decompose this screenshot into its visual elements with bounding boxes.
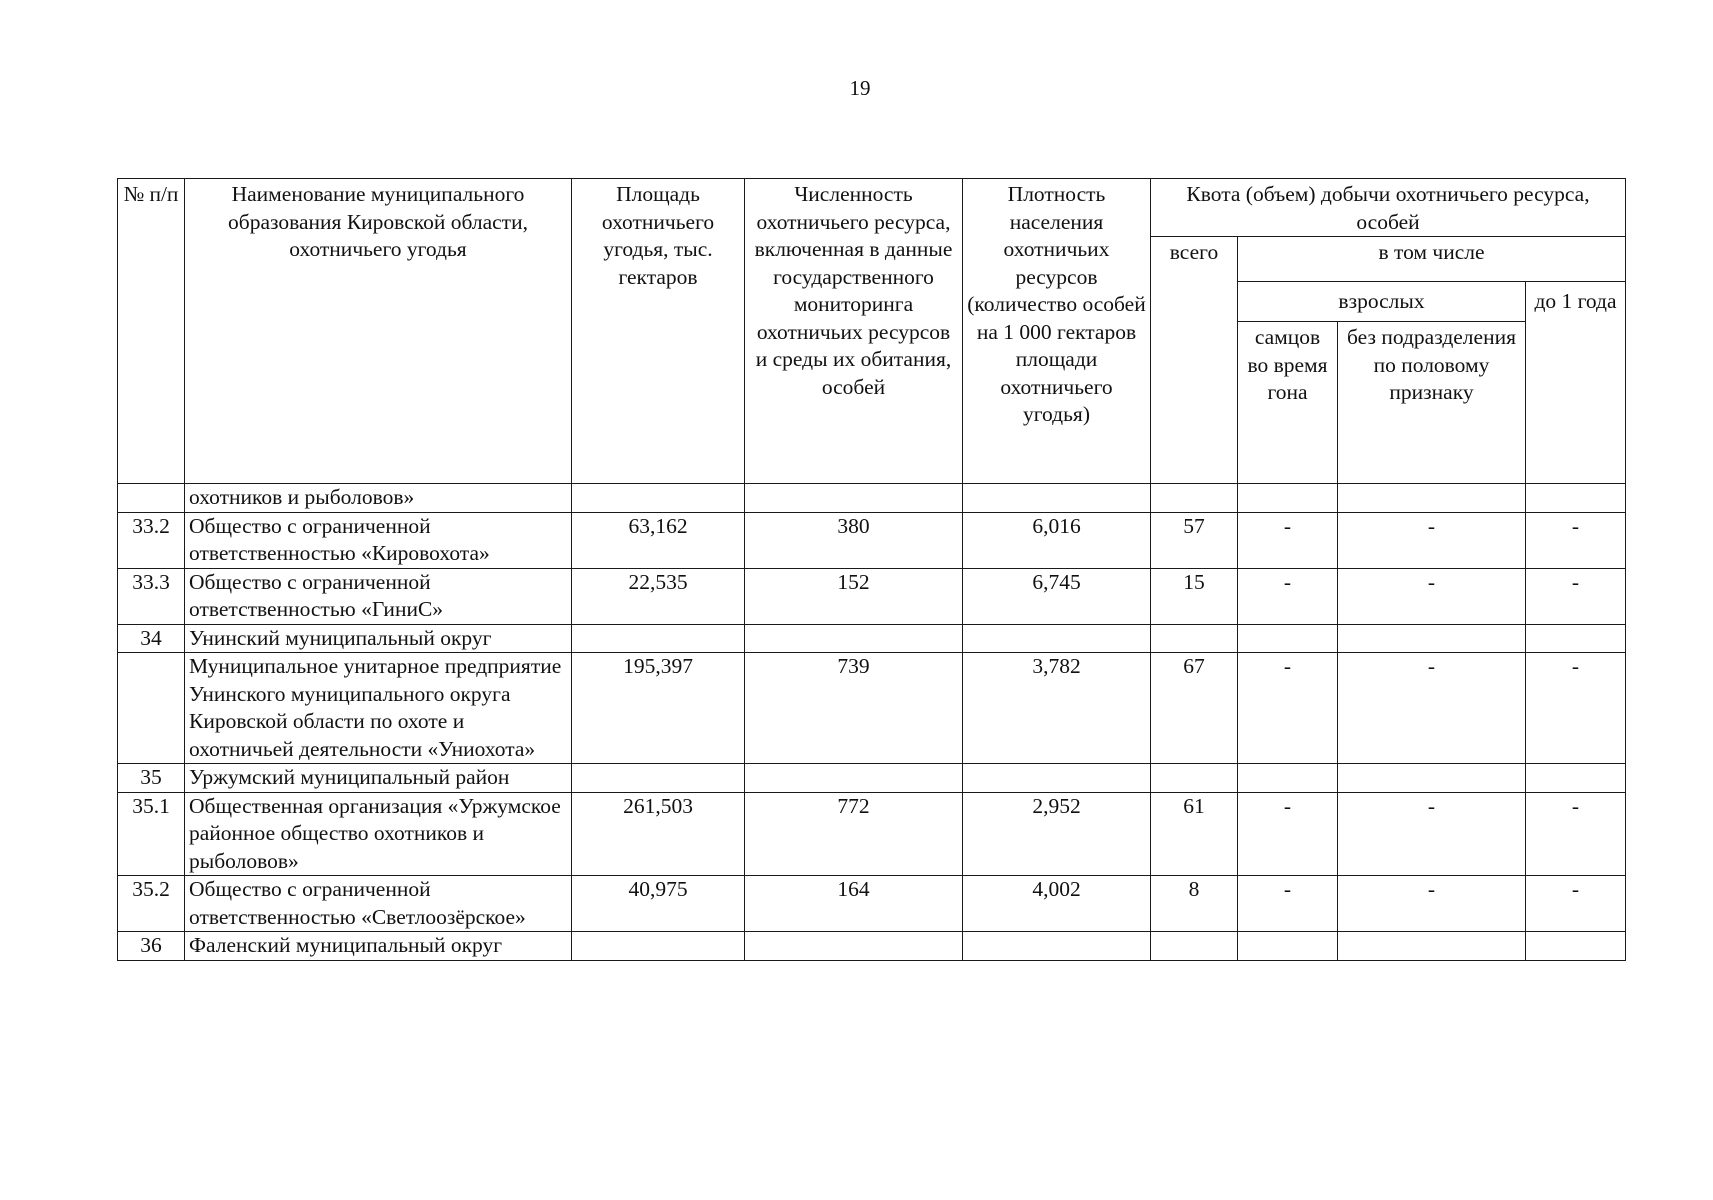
- cell-name: Общество с ограниченной ответственностью «ГиниС»: [185, 568, 572, 624]
- cell-name: Фаленский муниципальный округ: [185, 932, 572, 961]
- cell-density: 4,002: [963, 876, 1151, 932]
- cell-nosex: [1338, 932, 1526, 961]
- cell-males: -: [1238, 512, 1338, 568]
- cell-young: -: [1526, 568, 1626, 624]
- cell-males: -: [1238, 876, 1338, 932]
- header-adults: взрослых: [1238, 282, 1526, 322]
- cell-population: 739: [745, 653, 963, 764]
- cell-young: [1526, 932, 1626, 961]
- cell-young: -: [1526, 876, 1626, 932]
- cell-num: 33.3: [118, 568, 185, 624]
- table-header: [118, 179, 1626, 484]
- table-row: [118, 484, 1626, 513]
- quota-table: [117, 178, 1626, 961]
- header-area: Площадь охотничьего угодья, тыс. гектаров: [572, 179, 745, 484]
- cell-name: охотников и рыболовов»: [185, 484, 572, 513]
- cell-density: [963, 932, 1151, 961]
- cell-population: [745, 484, 963, 513]
- cell-total: 67: [1151, 653, 1238, 764]
- cell-area: 40,975: [572, 876, 745, 932]
- cell-density: [963, 764, 1151, 793]
- cell-name: Общественная организация «Уржумское районное общество охотников и рыболовов»: [185, 792, 572, 876]
- cell-nosex: [1338, 764, 1526, 793]
- cell-density: 2,952: [963, 792, 1151, 876]
- cell-total: [1151, 764, 1238, 793]
- cell-population: [745, 764, 963, 793]
- header-males-rut: самцов во время гона: [1238, 322, 1338, 484]
- table-row: [118, 568, 1626, 624]
- cell-num: 35: [118, 764, 185, 793]
- cell-num: 35.2: [118, 876, 185, 932]
- cell-young: [1526, 764, 1626, 793]
- cell-total: 57: [1151, 512, 1238, 568]
- cell-num: 34: [118, 624, 185, 653]
- cell-total: 8: [1151, 876, 1238, 932]
- cell-num: [118, 484, 185, 513]
- cell-young: -: [1526, 512, 1626, 568]
- table-row: [118, 764, 1626, 793]
- cell-population: 380: [745, 512, 963, 568]
- cell-young: [1526, 624, 1626, 653]
- table-body: [118, 484, 1626, 961]
- cell-area: [572, 932, 745, 961]
- table-row: [118, 932, 1626, 961]
- cell-males: [1238, 932, 1338, 961]
- cell-num: 33.2: [118, 512, 185, 568]
- cell-area: [572, 764, 745, 793]
- cell-nosex: -: [1338, 792, 1526, 876]
- cell-density: 6,745: [963, 568, 1151, 624]
- cell-total: [1151, 932, 1238, 961]
- table-row: [118, 624, 1626, 653]
- cell-density: 6,016: [963, 512, 1151, 568]
- table-row: [118, 512, 1626, 568]
- header-under-one: до 1 года: [1526, 282, 1626, 484]
- header-num: № п/п: [118, 179, 185, 484]
- cell-males: [1238, 624, 1338, 653]
- cell-young: -: [1526, 792, 1626, 876]
- cell-total: [1151, 484, 1238, 513]
- header-including: в том числе: [1238, 237, 1626, 282]
- cell-males: -: [1238, 653, 1338, 764]
- cell-name: Общество с ограниченной ответственностью «Светлоозёрское»: [185, 876, 572, 932]
- cell-population: 152: [745, 568, 963, 624]
- header-name: Наименование муниципального образования Кировской области, охотничьего угодья: [185, 179, 572, 484]
- cell-nosex: -: [1338, 512, 1526, 568]
- header-quota: Квота (объем) добычи охотничьего ресурса, особей: [1151, 179, 1626, 237]
- header-population: Численность охотничьего ресурса, включенная в данные государственного мониторинга охотничьих ресурсов и среды их обитания, особей: [745, 179, 963, 484]
- cell-total: 61: [1151, 792, 1238, 876]
- page-number: 19: [849, 76, 871, 100]
- cell-num: [118, 653, 185, 764]
- cell-nosex: -: [1338, 876, 1526, 932]
- header-density: Плотность населения охотничьих ресурсов (количество особей на 1 000 гектаров площади охотничьего угодья): [963, 179, 1151, 484]
- cell-nosex: -: [1338, 568, 1526, 624]
- cell-population: 164: [745, 876, 963, 932]
- cell-area: [572, 484, 745, 513]
- cell-young: [1526, 484, 1626, 513]
- cell-males: [1238, 764, 1338, 793]
- header-no-sex-division: без подразделения по половому признаку: [1338, 322, 1526, 484]
- cell-density: 3,782: [963, 653, 1151, 764]
- cell-density: [963, 624, 1151, 653]
- cell-name: Общество с ограниченной ответственностью «Кировохота»: [185, 512, 572, 568]
- cell-population: [745, 624, 963, 653]
- cell-nosex: [1338, 624, 1526, 653]
- cell-name: Муниципальное унитарное предприятие Унинского муниципального округа Кировской области по охоте и охотничьей деятельности «Униохота»: [185, 653, 572, 764]
- header-total: всего: [1151, 237, 1238, 484]
- cell-area: 22,535: [572, 568, 745, 624]
- cell-males: [1238, 484, 1338, 513]
- cell-density: [963, 484, 1151, 513]
- cell-num: 35.1: [118, 792, 185, 876]
- cell-area: 261,503: [572, 792, 745, 876]
- cell-total: [1151, 624, 1238, 653]
- table-row: [118, 653, 1626, 764]
- cell-num: 36: [118, 932, 185, 961]
- cell-total: 15: [1151, 568, 1238, 624]
- table-row: [118, 792, 1626, 876]
- cell-population: 772: [745, 792, 963, 876]
- cell-area: 195,397: [572, 653, 745, 764]
- table-row: [118, 876, 1626, 932]
- cell-nosex: -: [1338, 653, 1526, 764]
- cell-area: 63,162: [572, 512, 745, 568]
- cell-males: -: [1238, 792, 1338, 876]
- cell-population: [745, 932, 963, 961]
- cell-nosex: [1338, 484, 1526, 513]
- cell-young: -: [1526, 653, 1626, 764]
- cell-name: Унинский муниципальный округ: [185, 624, 572, 653]
- cell-area: [572, 624, 745, 653]
- cell-name: Уржумский муниципальный район: [185, 764, 572, 793]
- cell-males: -: [1238, 568, 1338, 624]
